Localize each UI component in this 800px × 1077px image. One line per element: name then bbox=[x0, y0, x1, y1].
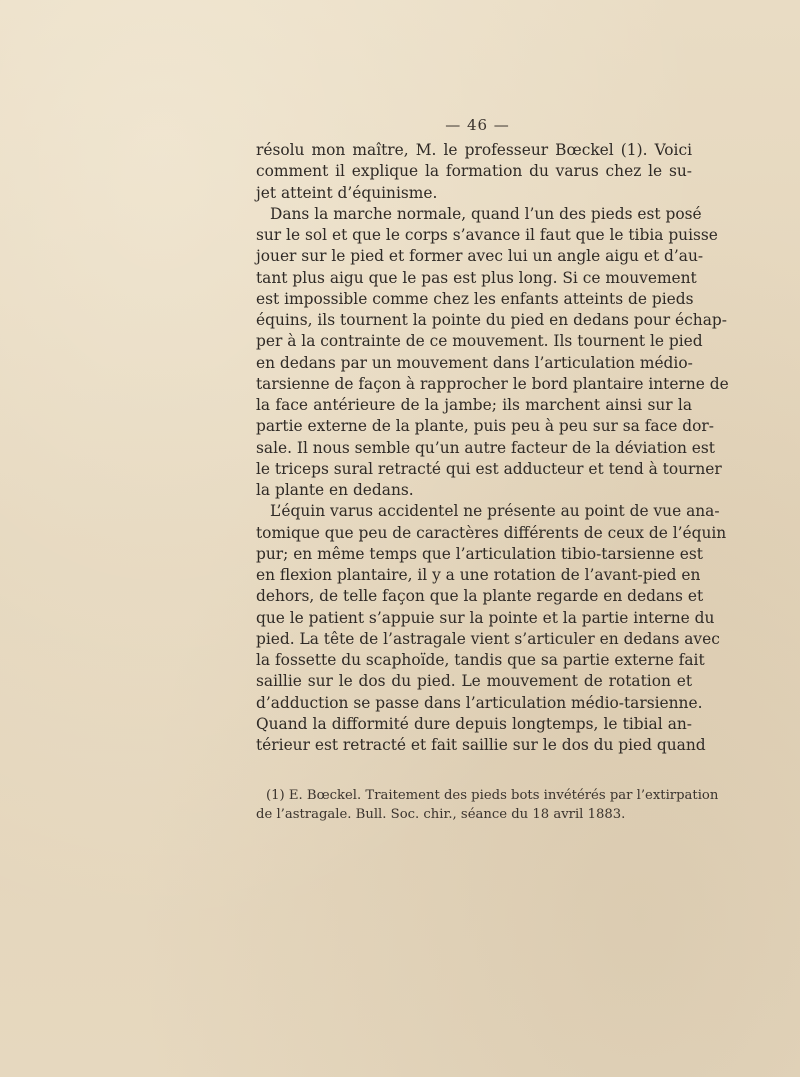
text-line: jet atteint d’équinisme. bbox=[256, 183, 438, 202]
text-line: saillie sur le dos du pied. Le mouvement de rotation et bbox=[256, 672, 692, 691]
text-line: térieur est retracté et fait saillie sur le dos du pied quand bbox=[256, 736, 706, 754]
text-line: résolu mon maître, M. le professeur Bœckel (1). Voici bbox=[256, 141, 692, 159]
text-line: la plante en dedans. bbox=[256, 481, 414, 499]
text-line: équins, ils tournent la pointe du pied en dedans pour échap- bbox=[256, 311, 727, 329]
text-line: per à la contrainte de ce mouvement. Ils tournent le pied bbox=[256, 332, 703, 351]
text-line: tarsienne de façon à rapprocher le bord plantaire interne de bbox=[256, 374, 729, 393]
text-line: la fossette du scaphoïde, tandis que sa partie externe fait bbox=[256, 651, 705, 669]
text-line: tant plus aigu que le pas est plus long. Si ce mouvement bbox=[256, 268, 697, 287]
text-line: Quand la difformité dure depuis longtemps, le tibial an- bbox=[256, 714, 692, 733]
text-line: tomique que peu de caractères différents de ceux de l’équin bbox=[256, 523, 727, 542]
paragraph bbox=[256, 140, 692, 204]
text-line: le triceps sural retracté qui est adducteur et tend à tourner bbox=[256, 459, 722, 478]
footnote-line: de l’astragale. Bull. Soc. chir., séance du 18 avril 1883. bbox=[256, 807, 626, 822]
text-line: dehors, de telle façon que la plante regarde en dedans et bbox=[256, 587, 704, 606]
paragraph bbox=[256, 501, 727, 756]
text-line: comment il explique la formation du varus chez le su- bbox=[256, 162, 692, 181]
text-line: est impossible comme chez les enfants atteints de pieds bbox=[256, 289, 694, 308]
text-line: jouer sur le pied et former avec lui un angle aigu et d’au- bbox=[256, 247, 704, 266]
body-text bbox=[256, 140, 729, 756]
text-line: en dedans par un mouvement dans l’articulation médio- bbox=[256, 353, 693, 372]
footnote bbox=[256, 786, 719, 824]
text-line: que le patient s’appuie sur la pointe et la partie interne du bbox=[256, 608, 715, 627]
text-line: d’adduction se passe dans l’articulation médio-tarsienne. bbox=[256, 693, 703, 712]
page-number: — 46 — bbox=[445, 116, 510, 134]
text-line: Dans la marche normale, quand l’un des pieds est posé bbox=[270, 204, 702, 223]
text-line: pied. La tête de l’astragale vient s’articuler en dedans avec bbox=[256, 629, 720, 648]
text-line: la face antérieure de la jambe; ils marchent ainsi sur la bbox=[256, 396, 692, 414]
paragraph bbox=[256, 204, 729, 502]
text-line: pur; en même temps que l’articulation tibio-tarsienne est bbox=[256, 544, 703, 563]
text-line: sur le sol et que le corps s’avance il faut que le tibia puisse bbox=[256, 226, 718, 244]
text-line: L’équin varus accidentel ne présente au point de vue ana- bbox=[270, 502, 720, 521]
text-line: en flexion plantaire, il y a une rotation de l’avant-pied en bbox=[256, 566, 701, 584]
text-line: sale. Il nous semble qu’un autre facteur de la déviation est bbox=[256, 438, 715, 457]
text-line: partie externe de la plante, puis peu à peu sur sa face dor- bbox=[256, 417, 714, 436]
footnote-line: (1) E. Bœckel. Traitement des pieds bots invétérés par l’extirpation bbox=[266, 788, 719, 803]
